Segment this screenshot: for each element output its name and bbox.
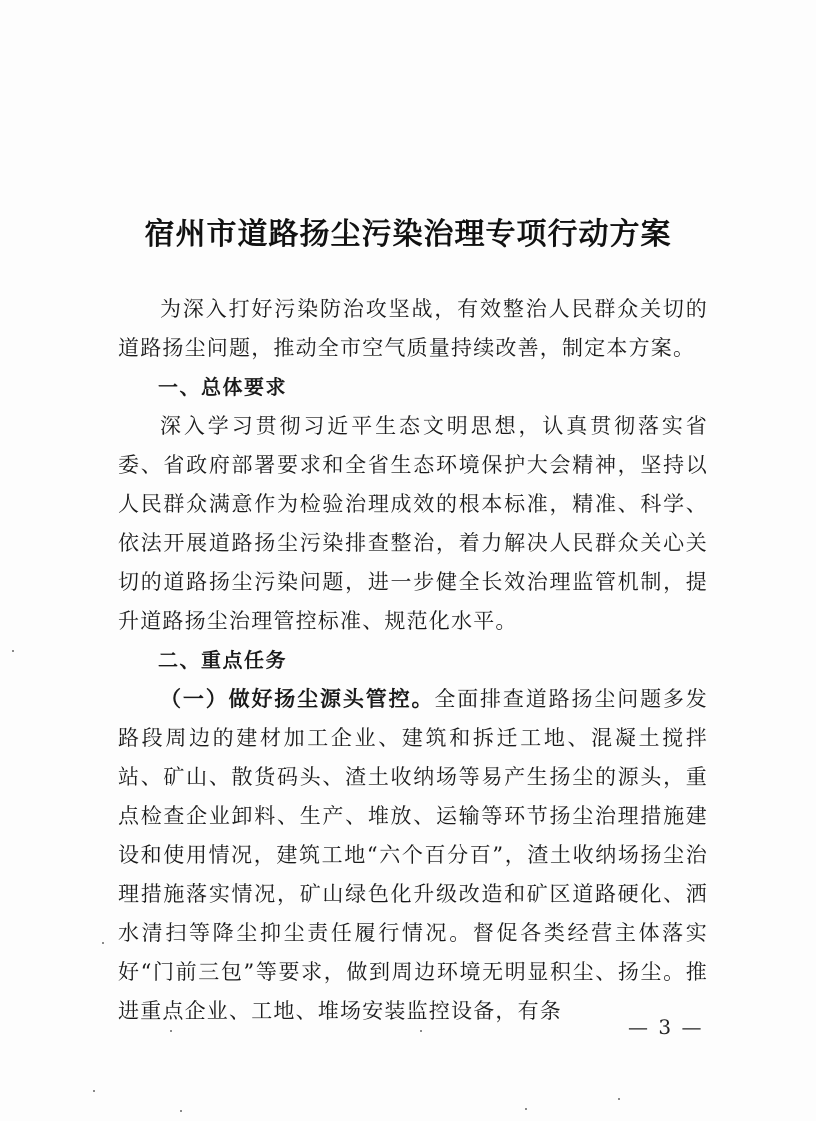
document-body [118,290,708,1031]
document-title: 宿州市道路扬尘污染治理专项行动方案 [144,217,672,252]
scan-speck [93,1090,95,1092]
intro-paragraph: 为深入打好污染防治攻坚战，有效整治人民群众关切的道路扬尘问题，推动全市空气质量持续改善，制定本方案。 [118,297,708,360]
scan-speck [170,1030,172,1032]
section-heading-overall-requirements: 一、总体要求 [158,375,287,399]
scan-speck [618,1098,620,1100]
scan-speck [12,650,14,652]
scan-speck [525,1108,527,1110]
scan-speck [420,1030,422,1032]
key-task-text: 全面排查道路扬尘问题多发路段周边的建材加工企业、建筑和拆迁工地、混凝土搅拌站、矿山、散货码头、渣土收纳场等易产生扬尘的源头，重点检查企业卸料、生产、堆放、运输等环节扬尘治理措施建设和使用情况，建筑工地“六个百分百”，渣土收纳场扬尘治理措施落实情况，矿山绿色化升级改造和矿区道路硬化、洒水清扫等降尘抑尘责任履行情况。督促各类经营主体落实好“门前三包”等要求，做到周边环境无明显积尘、扬尘。推进重点企业、工地、堆场安装监控设备，有条 [118,687,708,1023]
page-number: — 3 — [628,1015,704,1039]
overall-requirements-paragraph: 深入学习贯彻习近平生态文明思想，认真贯彻落实省委、省政府部署要求和全省生态环境保护大会精神，坚持以人民群众满意作为检验治理成效的根本标准，精准、科学、依法开展道路扬尘污染排查整治，着力解决人民群众关心关切的道路扬尘污染问题，进一步健全长效治理监管机制，提升道路扬尘治理管控标准、规范化水平。 [118,414,708,633]
section-heading-key-tasks: 二、重点任务 [158,648,287,672]
scan-speck [102,942,104,944]
key-task-lead: （一）做好扬尘源头管控。 [160,687,435,711]
key-task-paragraph [118,680,708,1031]
scan-speck [180,1110,182,1112]
